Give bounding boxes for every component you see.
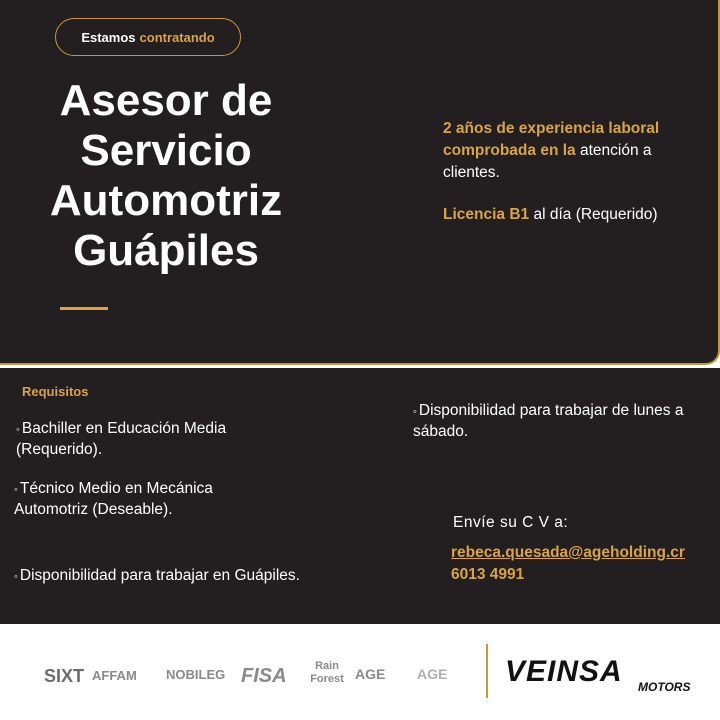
requirement-item [14, 479, 274, 520]
title-underline [60, 307, 108, 310]
job-title-line: Servicio [80, 126, 252, 175]
requirements-title: Requisitos [22, 384, 89, 399]
bullet-icon: ◦ [413, 406, 417, 418]
cv-instruction: Envíe su C V a: [453, 514, 569, 531]
requirement-item [16, 419, 276, 460]
experience-highlight: 2 años de experiencia laboral comprobada en la [443, 120, 660, 159]
nobileg-logo: NOBILEG [166, 667, 226, 682]
license-highlight: Licencia B1 [443, 206, 530, 223]
hiring-badge-accent: contratando [139, 29, 215, 45]
veinsa-logo: VEINSA [505, 655, 623, 688]
hiring-badge-prefix: Estamos [81, 29, 136, 45]
age-technologies-logo: AGE [355, 666, 386, 682]
bullet-icon: ◦ [14, 484, 18, 496]
requirement-text: Bachiller en Educación Media (Requerido). [16, 420, 227, 458]
contact-email-link[interactable]: rebeca.quesada@ageholding.cr [451, 544, 685, 561]
requirement-text: Disponibilidad para trabajar en Guápiles. [19, 567, 300, 584]
age-capital-logo: AGE [417, 666, 448, 682]
job-title [30, 76, 302, 276]
requirement-text: Disponibilidad para trabajar de lunes a sábado. [413, 402, 684, 440]
bullet-icon: ◦ [14, 571, 18, 583]
rainforest-logo: Rain Forest [310, 660, 344, 685]
sixt-logo: SIXT [44, 666, 85, 686]
experience-requirement [443, 118, 703, 184]
license-text: al día (Requerido) [533, 206, 658, 223]
bullet-icon: ◦ [16, 424, 20, 436]
key-requirements [443, 118, 703, 246]
requirement-item [413, 401, 715, 442]
job-title-line: Asesor de [59, 76, 273, 125]
requirement-item [14, 566, 354, 587]
affam-logo: AFFAM [92, 668, 137, 683]
experience-text: atención a clientes. [443, 142, 652, 181]
requirement-text: Técnico Medio en Mecánica Automotriz (Deseable). [14, 480, 213, 518]
job-title-line: Guápiles [73, 226, 259, 275]
footer-divider [486, 644, 488, 698]
veinsa-motors-label: MOTORS [638, 680, 691, 694]
contact-phone: 6013 4991 [451, 566, 525, 583]
job-title-line: Automotriz [49, 176, 283, 225]
fisa-logo: FISA [241, 665, 287, 687]
license-requirement [443, 204, 703, 226]
hiring-badge [55, 18, 241, 56]
